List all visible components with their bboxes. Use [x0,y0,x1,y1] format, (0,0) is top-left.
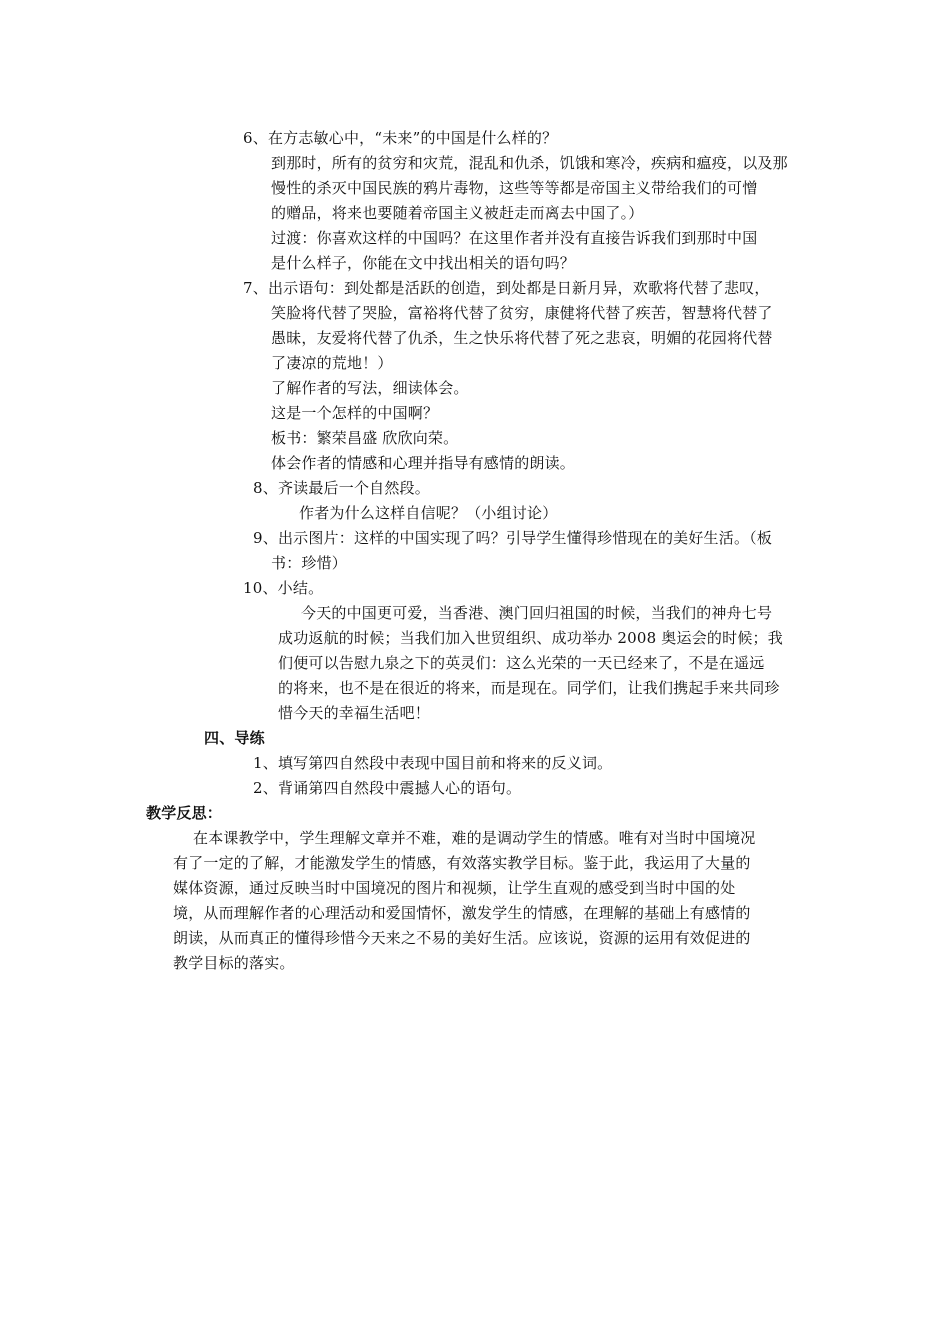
summary-line-1: 今天的中国更可爱，当香港、澳门回归祖国的时候，当我们的神舟七号 [301,604,773,622]
reflection-line-4: 境，从而理解作者的心理活动和爱国情怀，激发学生的情感，在理解的基础上有感情的 [173,904,751,922]
answer-6-line-2: 慢性的杀灭中国民族的鸦片毒物，这些等等都是帝国主义带给我们的可憎 [271,179,758,197]
writing-method-note: 了解作者的写法，细读体会。 [271,379,469,397]
reflection-line-3: 媒体资源，通过反映当时中国境况的图片和视频，让学生直观的感受到当时中国的处 [173,879,736,897]
step-7-line-2: 笑脸将代替了哭脸，富裕将代替了贫穷，康健将代替了疾苦，智慧将代替了 [271,304,773,322]
answer-6-line-3: 的赠品，将来也要随着帝国主义被赶走而离去中国了。） [271,204,644,222]
reflection-line-5: 朗读，从而真正的懂得珍惜今天来之不易的美好生活。应该说，资源的运用有效促进的 [173,929,751,947]
transition-line-1: 过渡：你喜欢这样的中国吗？在这里作者并没有直接告诉我们到那时中国 [271,229,758,247]
blackboard-note-1: 板书：繁荣昌盛 欣欣向荣。 [271,429,459,447]
summary-line-3: 们便可以告慰九泉之下的英灵们：这么光荣的一天已经来了，不是在遥远 [278,654,765,672]
practice-item-1: 1、填写第四自然段中表现中国目前和将来的反义词。 [253,754,613,772]
question-china: 这是一个怎样的中国啊？ [271,404,439,422]
transition-line-2: 是什么样子，你能在文中找出相关的语句吗？ [271,254,576,272]
summary-line-4: 的将来，也不是在很近的将来，而是现在。同学们，让我们携起手来共同珍 [278,679,780,697]
reflection-line-2: 有了一定的了解，才能激发学生的情感，有效落实教学目标。鉴于此，我运用了大量的 [173,854,751,872]
step-7-line-4: 了凄凉的荒地！） [271,354,393,372]
question-6: 6、在方志敏心中，“未来”的中国是什么样的？ [243,129,558,147]
step-9-line-2: 书：珍惜） [271,554,348,572]
step-10: 10、小结。 [243,579,324,597]
section-four-heading: 四、导练 [204,729,265,747]
reflection-line-1: 在本课教学中，学生理解文章并不难，难的是调动学生的情感。唯有对当时中国境况 [193,829,756,847]
emotion-reading-note: 体会作者的情感和心理并指导有感情的朗读。 [271,454,576,472]
answer-6-line-1: 到那时，所有的贫穷和灾荒，混乱和仇杀，饥饿和寒冷，疾病和瘟疫，以及那 [271,154,788,172]
step-9-line-1: 9、出示图片：这样的中国实现了吗？引导学生懂得珍惜现在的美好生活。（板 [253,529,773,547]
step-8: 8、齐读最后一个自然段。 [253,479,430,497]
reflection-line-6: 教学目标的落实。 [173,954,295,972]
summary-line-2: 成功返航的时候；当我们加入世贸组织、成功举办 2008 奥运会的时候；我 [278,629,783,647]
reflection-heading: 教学反思： [146,804,223,822]
group-discussion: 作者为什么这样自信呢？（小组讨论） [299,504,558,522]
step-7-line-1: 7、出示语句：到处都是活跃的创造，到处都是日新月异，欢歌将代替了悲叹， [243,279,770,297]
practice-item-2: 2、背诵第四自然段中震撼人心的语句。 [253,779,522,797]
step-7-line-3: 愚昧，友爱将代替了仇杀，生之快乐将代替了死之悲哀，明媚的花园将代替 [271,329,773,347]
summary-line-5: 惜今天的幸福生活吧！ [278,704,431,722]
